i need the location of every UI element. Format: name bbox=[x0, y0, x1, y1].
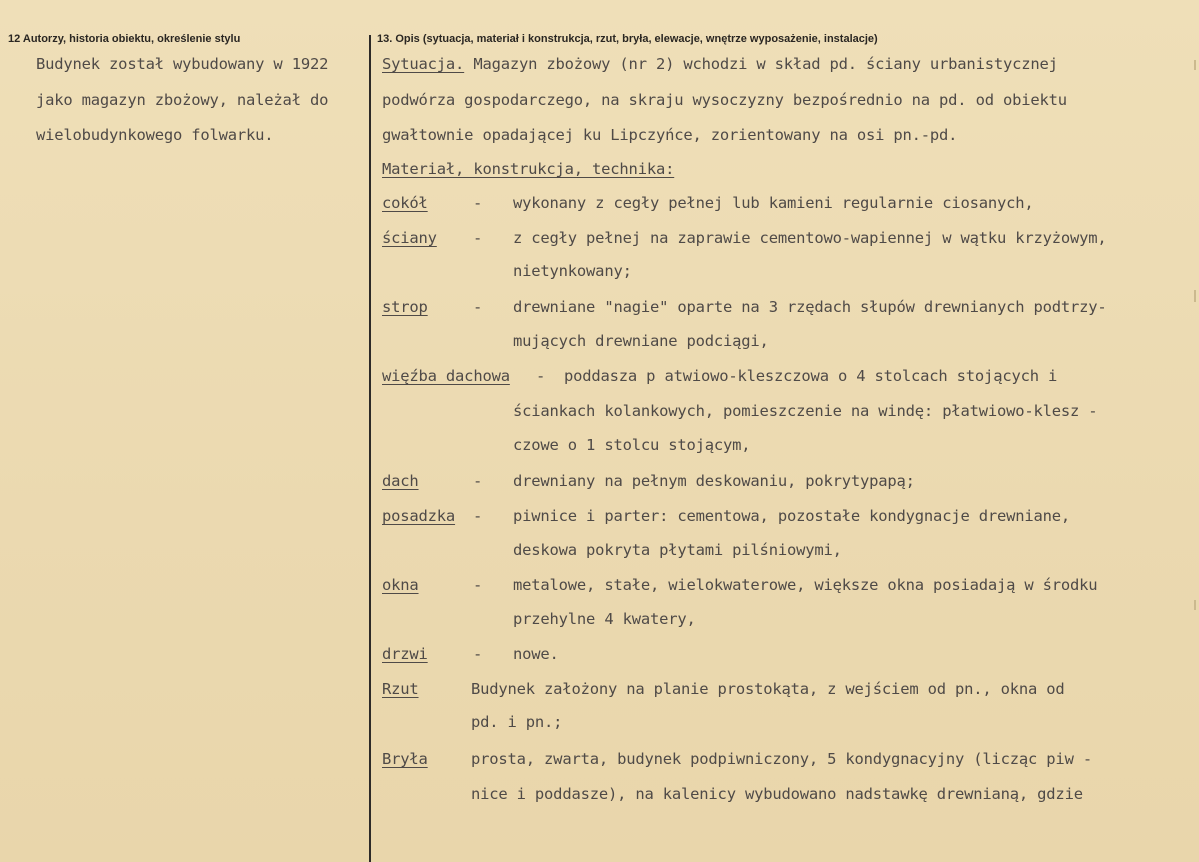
left-text-line: Budynek został wybudowany w 1922 bbox=[36, 55, 329, 73]
left-text-line: wielobudynkowego folwarku. bbox=[36, 126, 274, 144]
term-sciany: ściany bbox=[382, 229, 437, 247]
sytuacja-line bbox=[382, 55, 1058, 73]
description-line: poddasza p atwiowo-kleszczowa o 4 stolcach stojących i bbox=[564, 367, 1058, 385]
description-line: deskowa pokryta płytami pilśniowymi, bbox=[513, 541, 842, 559]
term-dash: - bbox=[473, 229, 483, 247]
description-line: nietynkowany; bbox=[513, 262, 632, 280]
description-line: czowe o 1 stolcu stojącym, bbox=[513, 436, 751, 454]
column-divider bbox=[369, 35, 371, 862]
sytuacja-line: gwałtownie opadającej ku Lipczyńce, zorientowany na osi pn.-pd. bbox=[382, 126, 958, 144]
bryla-label: Bryła bbox=[382, 750, 428, 768]
description-line: piwnice i parter: cementowa, pozostałe kondygnacje drewniane, bbox=[513, 507, 1071, 525]
sytuacja-label: Sytuacja. bbox=[382, 55, 465, 73]
term-dash: - bbox=[473, 507, 483, 525]
term-cokol: cokół bbox=[382, 194, 428, 212]
term-wiezba-dachowa: więźba dachowa bbox=[382, 367, 510, 385]
rzut-label: Rzut bbox=[382, 680, 419, 698]
term-strop: strop bbox=[382, 298, 428, 316]
description-line: z cegły pełnej na zaprawie cementowo-wapiennej w wątku krzyżowym, bbox=[513, 229, 1107, 247]
paper-mark bbox=[1194, 600, 1196, 610]
material-heading: Materiał, konstrukcja, technika: bbox=[382, 160, 675, 178]
sytuacja-line: podwórza gospodarczego, na skraju wysoczyzny bezpośrednio na pd. od obiektu bbox=[382, 91, 1067, 109]
rzut-line: pd. i pn.; bbox=[471, 713, 563, 731]
paper-mark bbox=[1194, 290, 1196, 302]
sytuacja-text: Magazyn zbożowy (nr 2) wchodzi w skład pd. ściany urbanistycznej bbox=[464, 55, 1058, 73]
description-line: drewniany na pełnym deskowaniu, pokrytypapą; bbox=[513, 472, 915, 490]
description-line: wykonany z cegły pełnej lub kamieni regularnie ciosanych, bbox=[513, 194, 1034, 212]
term-posadzka: posadzka bbox=[382, 507, 456, 525]
term-dash: - bbox=[473, 576, 483, 594]
bryla-line: nice i poddasze), na kalenicy wybudowano nadstawkę drewnianą, gdzie bbox=[471, 785, 1083, 803]
description-line: ściankach kolankowych, pomieszczenie na windę: płatwiowo-klesz - bbox=[513, 402, 1098, 420]
section-13-header: 13. Opis (sytuacja, materiał i konstrukcja, rzut, bryła, elewacje, wnętrze wyposażenie, instalacje) bbox=[377, 33, 878, 45]
paper-mark bbox=[1194, 60, 1196, 70]
term-dash: - bbox=[473, 194, 483, 212]
description-line: przehylne 4 kwatery, bbox=[513, 610, 696, 628]
description-line: mujących drewniane podciągi, bbox=[513, 332, 769, 350]
rzut-line: Budynek założony na planie prostokąta, z wejściem od pn., okna od bbox=[471, 680, 1065, 698]
term-dash: - bbox=[473, 298, 483, 316]
description-line: drewniane "nagie" oparte na 3 rzędach słupów drewnianych podtrzy- bbox=[513, 298, 1107, 316]
term-dash: - bbox=[473, 472, 483, 490]
term-drzwi: drzwi bbox=[382, 645, 428, 663]
bryla-line: prosta, zwarta, budynek podpiwniczony, 5 kondygnacyjny (licząc piw - bbox=[471, 750, 1092, 768]
left-text-line: jako magazyn zbożowy, należał do bbox=[36, 91, 329, 109]
section-12-header: 12 Autorzy, historia obiektu, określenie stylu bbox=[8, 33, 241, 45]
term-dash: - bbox=[473, 645, 483, 663]
term-dach: dach bbox=[382, 472, 419, 490]
description-line: nowe. bbox=[513, 645, 559, 663]
description-line: metalowe, stałe, wielokwaterowe, większe okna posiadają w środku bbox=[513, 576, 1098, 594]
term-okna: okna bbox=[382, 576, 419, 594]
term-dash: - bbox=[536, 367, 546, 385]
